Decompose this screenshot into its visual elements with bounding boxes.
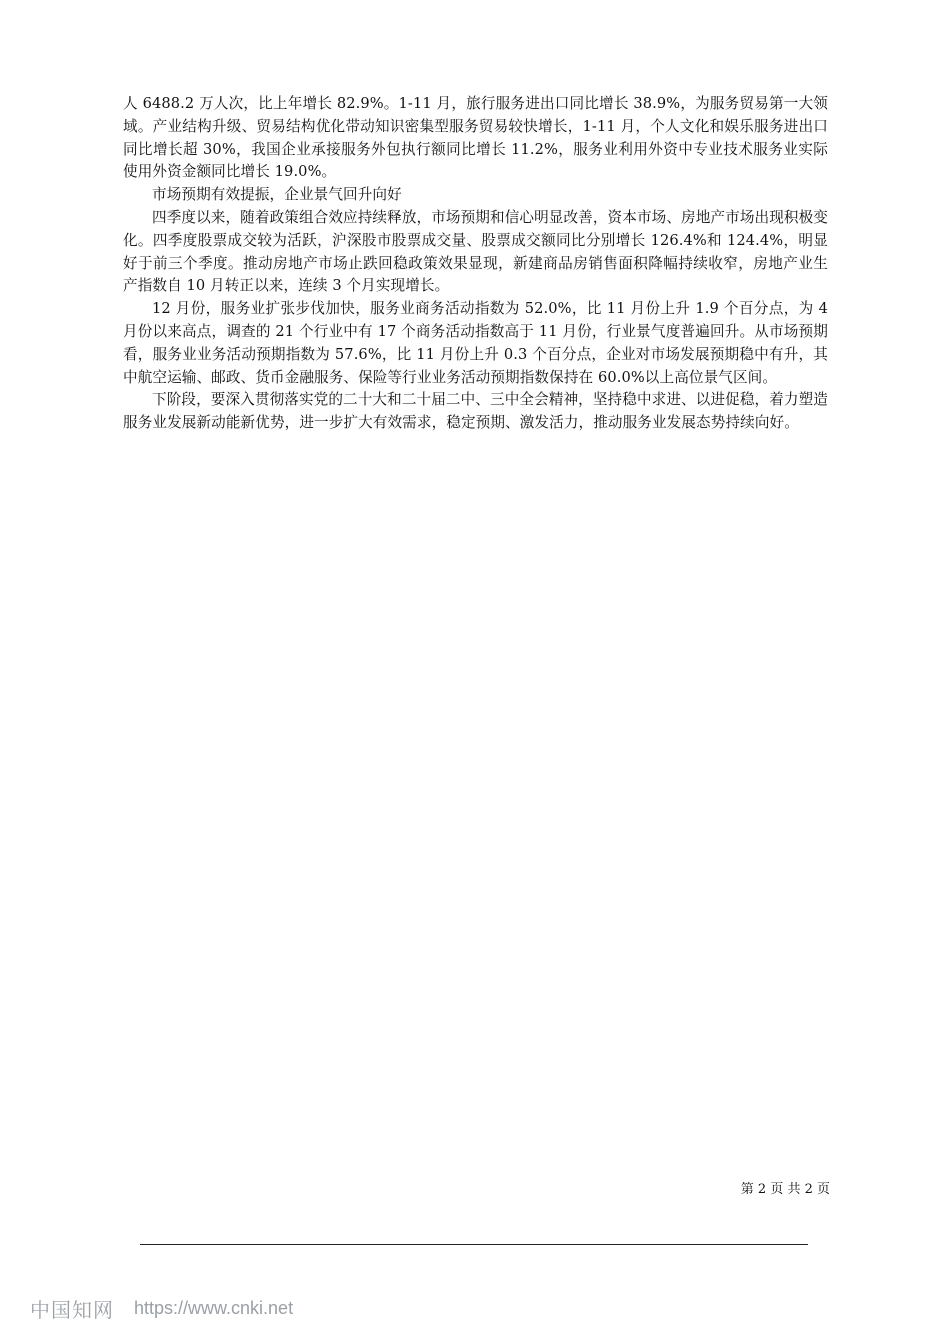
paragraph-1: 人 6488.2 万人次，比上年增长 82.9%。1-11 月，旅行服务进出口同比增长 38.9%，为服务贸易第一大领域。产业结构升级、贸易结构优化带动知识密集型服务贸易较快增长，1-11 月，个人文化和娱乐服务进出口同比增长超 30%，我国企业承接服务外包执行额同比增长 11.2%，服务业利用外资中专业技术服务业实际使用外资金额同比增长 19.0%。 (123, 95, 828, 181)
document-body (123, 93, 828, 435)
page-number: 第 2 页 共 2 页 (740, 1182, 830, 1197)
watermark-url: https://www.cnki.net (134, 1298, 294, 1318)
footer-divider (140, 1244, 808, 1245)
section-heading-market-expectation: 市场预期有效提振，企业景气回升向好 (152, 186, 402, 204)
watermark-brand: 中国知网 (30, 1300, 114, 1322)
paragraph-q4-market: 四季度以来，随着政策组合效应持续释放，市场预期和信心明显改善，资本市场、房地产市场出现积极变化。四季度股票成交较为活跃，沪深股市股票成交量、股票成交额同比分别增长 126.4%和 124.4%，明显好于前三个季度。推动房地产市场止跌回稳政策效果显现，新建商品房销售面积降幅持续收窄，房地产业生产指数自 10 月转正以来，连续 3 个月实现增长。 (123, 208, 828, 295)
cnki-watermark (30, 1294, 293, 1323)
paragraph-december-services: 12 月份，服务业扩张步伐加快，服务业商务活动指数为 52.0%，比 11 月份上升 1.9 个百分点，为 4 月份以来高点，调查的 21 个行业中有 17 个商务活动指数高于 11 月份，行业景气度普遍回升。从市场预期看，服务业业务活动预期指数为 57.6%，比 11 月份上升 0.3 个百分点，企业对市场发展预期稳中有升，其中航空运输、邮政、货币金融服务、保险等行业业务活动预期指数保持在 60.0%以上高位景气区间。 (123, 300, 828, 386)
paragraph-next-stage: 下阶段，要深入贯彻落实党的二十大和二十届二中、三中全会精神，坚持稳中求进、以进促稳，着力塑造服务业发展新动能新优势，进一步扩大有效需求，稳定预期、激发活力，推动服务业发展态势持续向好。 (123, 391, 828, 432)
